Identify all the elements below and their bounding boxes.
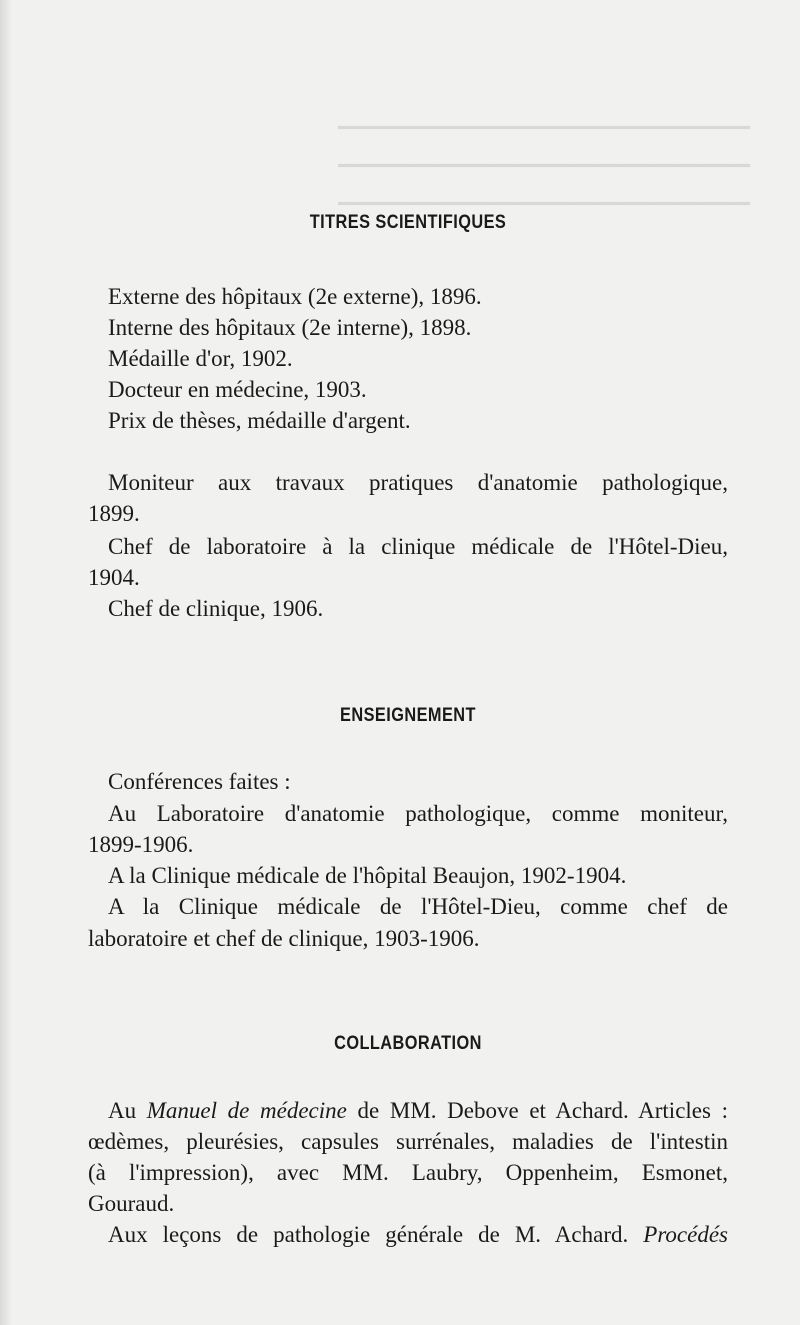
collaboration-line <box>88 1220 728 1250</box>
collaboration-line: (à l'impression), avec MM. Laubry, Oppenheim, Esmonet, <box>88 1160 728 1185</box>
collaboration-line <box>88 1096 728 1126</box>
collaboration-line: Gouraud. <box>88 1191 175 1216</box>
titre-line: Médaille d'or, 1902. <box>108 346 293 371</box>
titre-line: Prix de thèses, médaille d'argent. <box>108 408 411 433</box>
titre-line: Externe des hôpitaux (2e externe), 1896. <box>108 284 482 309</box>
post-line: Moniteur aux travaux pratiques d'anatomie pathologique, <box>108 470 728 495</box>
post-line: Chef de laboratoire à la clinique médicale de l'Hôtel-Dieu, <box>108 534 728 559</box>
enseignement-line: A la Clinique médicale de l'Hôtel-Dieu, comme chef de <box>108 894 728 919</box>
heading-collaboration: COLLABORATION <box>334 1033 482 1054</box>
post-line: Chef de clinique, 1906. <box>108 596 324 621</box>
enseignement-line: Conférences faites : <box>108 769 291 794</box>
reverse-side-bleed: ━━━━━━━━━━━━━━━━━━━━━━━━━━━━━━━━━━━━ ━━━━━━━━━━━━━━━━━━━━━━━━━━━━━━━━━━━━ ━━━━━━━━━━━━━━━━━━━━━━━━━━━━━━━━━━━━ <box>338 118 750 215</box>
titre-line: Docteur en médecine, 1903. <box>108 377 367 402</box>
collab-prefix: Au <box>108 1098 147 1123</box>
collaboration-line: œdèmes, pleurésies, capsules surrénales, maladies de l'intestin <box>88 1129 728 1154</box>
collab-last-prefix: Aux leçons de pathologie générale de M. Achard. <box>108 1222 644 1247</box>
heading-enseignement: ENSEIGNEMENT <box>340 705 476 726</box>
enseignement-line: A la Clinique médicale de l'hôpital Beaujon, 1902-1904. <box>108 863 627 888</box>
enseignement-line: Au Laboratoire d'anatomie pathologique, comme moniteur, <box>108 801 728 826</box>
enseignement-line: laboratoire et chef de clinique, 1903-1906. <box>88 926 480 951</box>
titre-line: Interne des hôpitaux (2e interne), 1898. <box>108 315 472 340</box>
post-line: 1899. <box>88 501 140 526</box>
post-line: 1904. <box>88 565 140 590</box>
collab-suffix: de MM. Debove et Achard. Articles : <box>346 1098 728 1123</box>
procedes-italic: Procédés <box>643 1222 728 1247</box>
book-title-italic: Manuel de médecine <box>146 1098 347 1123</box>
heading-titres-scientifiques: TITRES SCIENTIFIQUES <box>309 212 507 233</box>
page-edge-shadow <box>0 0 12 1325</box>
enseignement-line: 1899-1906. <box>88 832 194 857</box>
